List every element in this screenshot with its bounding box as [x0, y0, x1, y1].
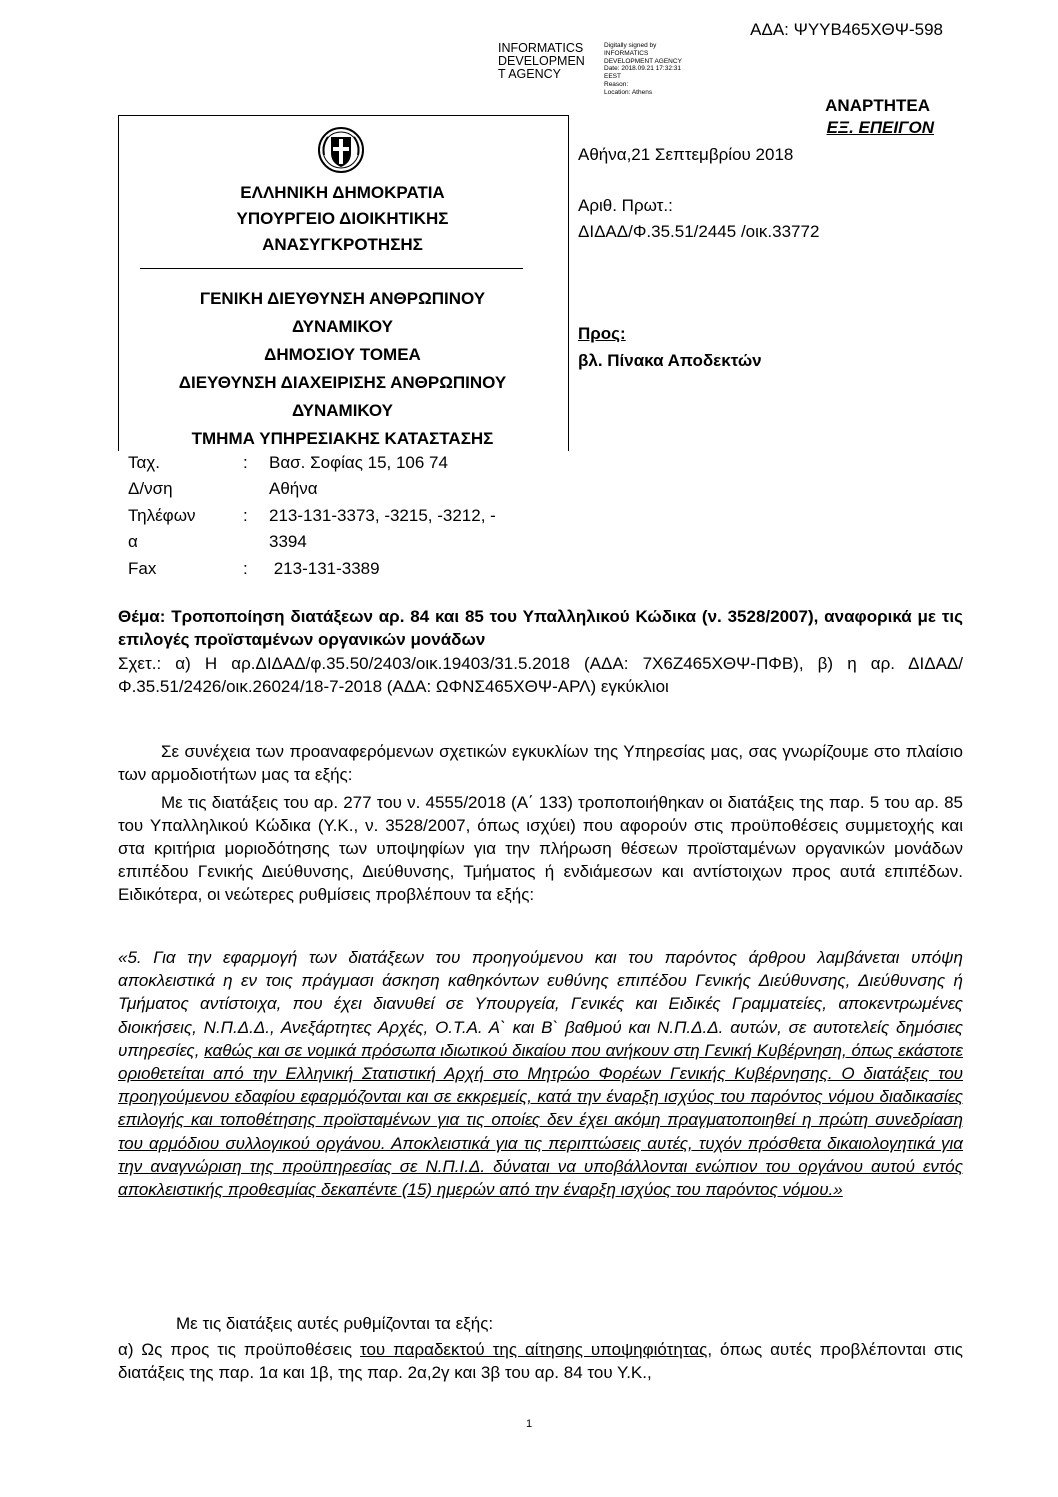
body-paragraph: [118, 791, 963, 906]
body-paragraph: [118, 1338, 963, 1384]
address-label: Fax: [128, 559, 157, 578]
body-paragraph: [118, 740, 963, 786]
address-value: 3394: [269, 532, 307, 551]
header-line: ΔΗΜΟΣΙΟΥ ΤΟΜΕΑ: [264, 345, 421, 364]
header-line: ΔΙΕΥΘΥΝΣΗ ΔΙΑΧΕΙΡΙΣΗΣ ΑΝΘΡΩΠΙΝΟΥ: [178, 373, 507, 392]
protocol-number: ΔΙΔΑΔ/Φ.35.51/2445 /οικ.33772: [578, 222, 820, 241]
signature-org-line: DEVELOPMEN: [498, 54, 585, 68]
header-line: ΔΥΝΑΜΙΚΟΥ: [291, 317, 394, 336]
address-sep: :: [243, 453, 248, 472]
header-line: ΥΠΟΥΡΓΕΙΟ ΔΙΟΙΚΗΤΙΚΗΣ: [236, 209, 449, 228]
greek-emblem-icon: [316, 125, 366, 175]
address-label: Τηλέφων: [128, 506, 196, 525]
body-text: Σε συνέχεια των προαναφερόμενων σχετικών εγκυκλίων της Υπηρεσίας μας, σας γνωρίζουμε στο πλαίσιο των αρμοδιοτήτων μας τα εξής:: [118, 742, 963, 784]
address-value: Βασ. Σοφίας 15, 106 74: [269, 453, 448, 472]
body-text: Με τις διατάξεις του αρ. 277 του ν. 4555/2018 (Α΄ 133) τροποποιήθηκαν οι διατάξεις της παρ. 5 του αρ. 85 του Υπαλληλικού Κώδικα (Υ.Κ., ν. 3528/2007, όπως ισχύει) που αφορούν στις προϋποθέσεις συμμετοχής και στα κριτήρια μοριοδότησης των υποψηφίων για την πλήρωση θέσεων προϊσταμένων οργανικών μονάδων επιπέδου Γενικής Διεύθυνσης, Διεύθυνσης, Τμήματος ή ενδιάμεσων και αντίστοιχων προς αυτά επιπέδων. Ειδικότερα, οι νεώτερες ρυθμίσεις προβλέπουν τα εξής:: [118, 793, 963, 904]
address-value: 213-131-3389: [269, 559, 380, 578]
header-line: ΔΥΝΑΜΙΚΟΥ: [291, 401, 394, 420]
quote-text: «5. Για την εφαρμογή των διατάξεων του προηγούμενου και του παρόντος άρθρου λαμβάνεται υπόψη αποκλειστικά η εν τοις πράγμασι άσκηση καθηκόντων ευθύνης επιπέδου Γενικής Διεύθυνσης, Διεύθυνσης ή Τμήματος αντίστοιχα, που έχει διανυθεί σε Υπουργεία, Γενικές και Ειδικές Γραμματείες, αποκεντρωμένες διοικήσεις, Ν.Π.Δ.Δ., Ανεξάρτητες Αρχές, Ο.Τ.Α. Α` και Β` βαθμού και Ν.Π.Δ.Δ. αυτών, σε αυτοτελείς δημόσιες υπηρεσίες,: [118, 948, 963, 1060]
signature-detail: Location: Athens: [604, 88, 653, 96]
document-date: Αθήνα,21 Σεπτεμβρίου 2018: [578, 145, 794, 164]
signature-org-line: T AGENCY: [498, 67, 561, 81]
header-line: ΤΜΗΜΑ ΥΠΗΡΕΣΙΑΚΗΣ ΚΑΤΑΣΤΑΣΗΣ: [191, 429, 494, 448]
header-line: ΓΕΝΙΚΗ ΔΙΕΥΘΥΝΣΗ ΑΝΘΡΩΠΙΝΟΥ: [199, 289, 486, 308]
reference: Σχετ.: α) Η αρ.ΔΙΔΑΔ/φ.35.50/2403/οικ.19403/31.5.2018 (ΑΔΑ: 7Χ6Ζ465ΧΘΨ-ΠΦΒ), β) η αρ. ΔΙΔΑΔ/Φ.35.51/2426/οικ.26024/18-7-2018 (ΑΔΑ: ΩΦΝΣ465ΧΘΨ-ΑΡΛ) εγκύκλιοι: [118, 654, 963, 696]
address-label: α: [128, 532, 138, 551]
signature-details: [604, 42, 682, 97]
page-number: 1: [525, 1418, 533, 1430]
signature-org-line: INFORMATICS: [498, 41, 584, 55]
address-value: 213-131-3373, -3215, -3212, -: [269, 506, 496, 525]
protocol-label: Αριθ. Πρωτ.:: [578, 196, 673, 215]
law-quote: [118, 946, 963, 1201]
body-text: , όπως αυτές προβλέπονται στις διατάξεις της παρ. 1α και 1β, της παρ. 2α,2γ και 3β του αρ. 84 του Υ.Κ.,: [118, 1340, 963, 1382]
header-line: ΕΛΛΗΝΙΚΗ ΔΗΜΟΚΡΑΤΙΑ: [240, 183, 445, 202]
signature-detail: Reason:: [604, 80, 629, 88]
body-text: α) Ως προς τις προϋποθέσεις: [118, 1340, 360, 1359]
address-sep: :: [243, 506, 248, 525]
subject: Θέμα: Τροποποίηση διατάξεων αρ. 84 και 85 του Υπαλληλικού Κώδικα (ν. 3528/2007), αναφορικά με τις επιλογές προϊσταμένων οργανικών μονάδων: [118, 607, 963, 649]
header-department: [118, 285, 567, 453]
to-label: Προς:: [578, 324, 626, 343]
signature-detail: Date: 2018.09.21 17:32:31: [604, 65, 681, 73]
body-paragraph: Με τις διατάξεις αυτές ρυθμίζονται τα εξής:: [176, 1314, 494, 1333]
address-value: Αθήνα: [269, 479, 318, 498]
signature-detail: DEVELOPMENT AGENCY: [604, 57, 682, 65]
signature-org: [498, 42, 585, 81]
address-sep: :: [243, 559, 248, 578]
header-republic: [118, 180, 567, 258]
recipients: βλ. Πίνακα Αποδεκτών: [578, 351, 762, 370]
address-label: Δ/νση: [128, 479, 173, 498]
signature-detail: EEST: [604, 73, 621, 81]
ada-code: ΑΔΑ: ΨΥΥΒ465ΧΘΨ-598: [750, 20, 943, 39]
address-label: Ταχ.: [128, 453, 160, 472]
posting-status: ΑΝΑΡΤΗΤΕΑ: [825, 96, 930, 115]
header-line: ΑΝΑΣΥΓΚΡΟΤΗΣΗΣ: [262, 235, 423, 254]
signature-detail: INFORMATICS: [604, 49, 649, 57]
urgency-status: ΕΞ. ΕΠΕΙΓΟΝ: [826, 118, 934, 137]
signature-detail: Digitally signed by: [604, 42, 657, 49]
body-underlined-text: του παραδεκτού της αίτησης υποψηφιότητας: [359, 1340, 708, 1359]
header-divider: [140, 268, 523, 269]
quote-underlined-text: καθώς και σε νομικά πρόσωπα ιδιωτικού δικαίου που ανήκουν στη Γενική Κυβέρνηση, όπως εκάστοτε οριοθετείται από την Ελληνική Στατιστική Αρχή στο Μητρώο Φορέων Γενικής Κυβέρνησης. Ο διατάξεις του προηγούμενου εδαφίου εφαρμόζονται και σε εκκρεμείς, κατά την έναρξη ισχύος του παρόντος νόμου διαδικασίες επιλογής και τοποθέτησης προϊσταμένων για τις οποίες δεν έχει ακόμη πραγματοποιηθεί η πρώτη συνεδρίαση του αρμόδιου συλλογικού οργάνου. Αποκλειστικά για τις περιπτώσεις αυτές, τυχόν πρόσθετα δικαιολογητικά για την αναγνώριση της προϋπηρεσίας σε Ν.Π.Ι.Δ. δύναται να υποβάλλονται ενώπιον του οργάνου αυτού εντός αποκλειστικής προθεσμίας δεκαπέντε (15) ημερών από την έναρξη ισχύος του παρόντος νόμου.»: [118, 1040, 964, 1200]
